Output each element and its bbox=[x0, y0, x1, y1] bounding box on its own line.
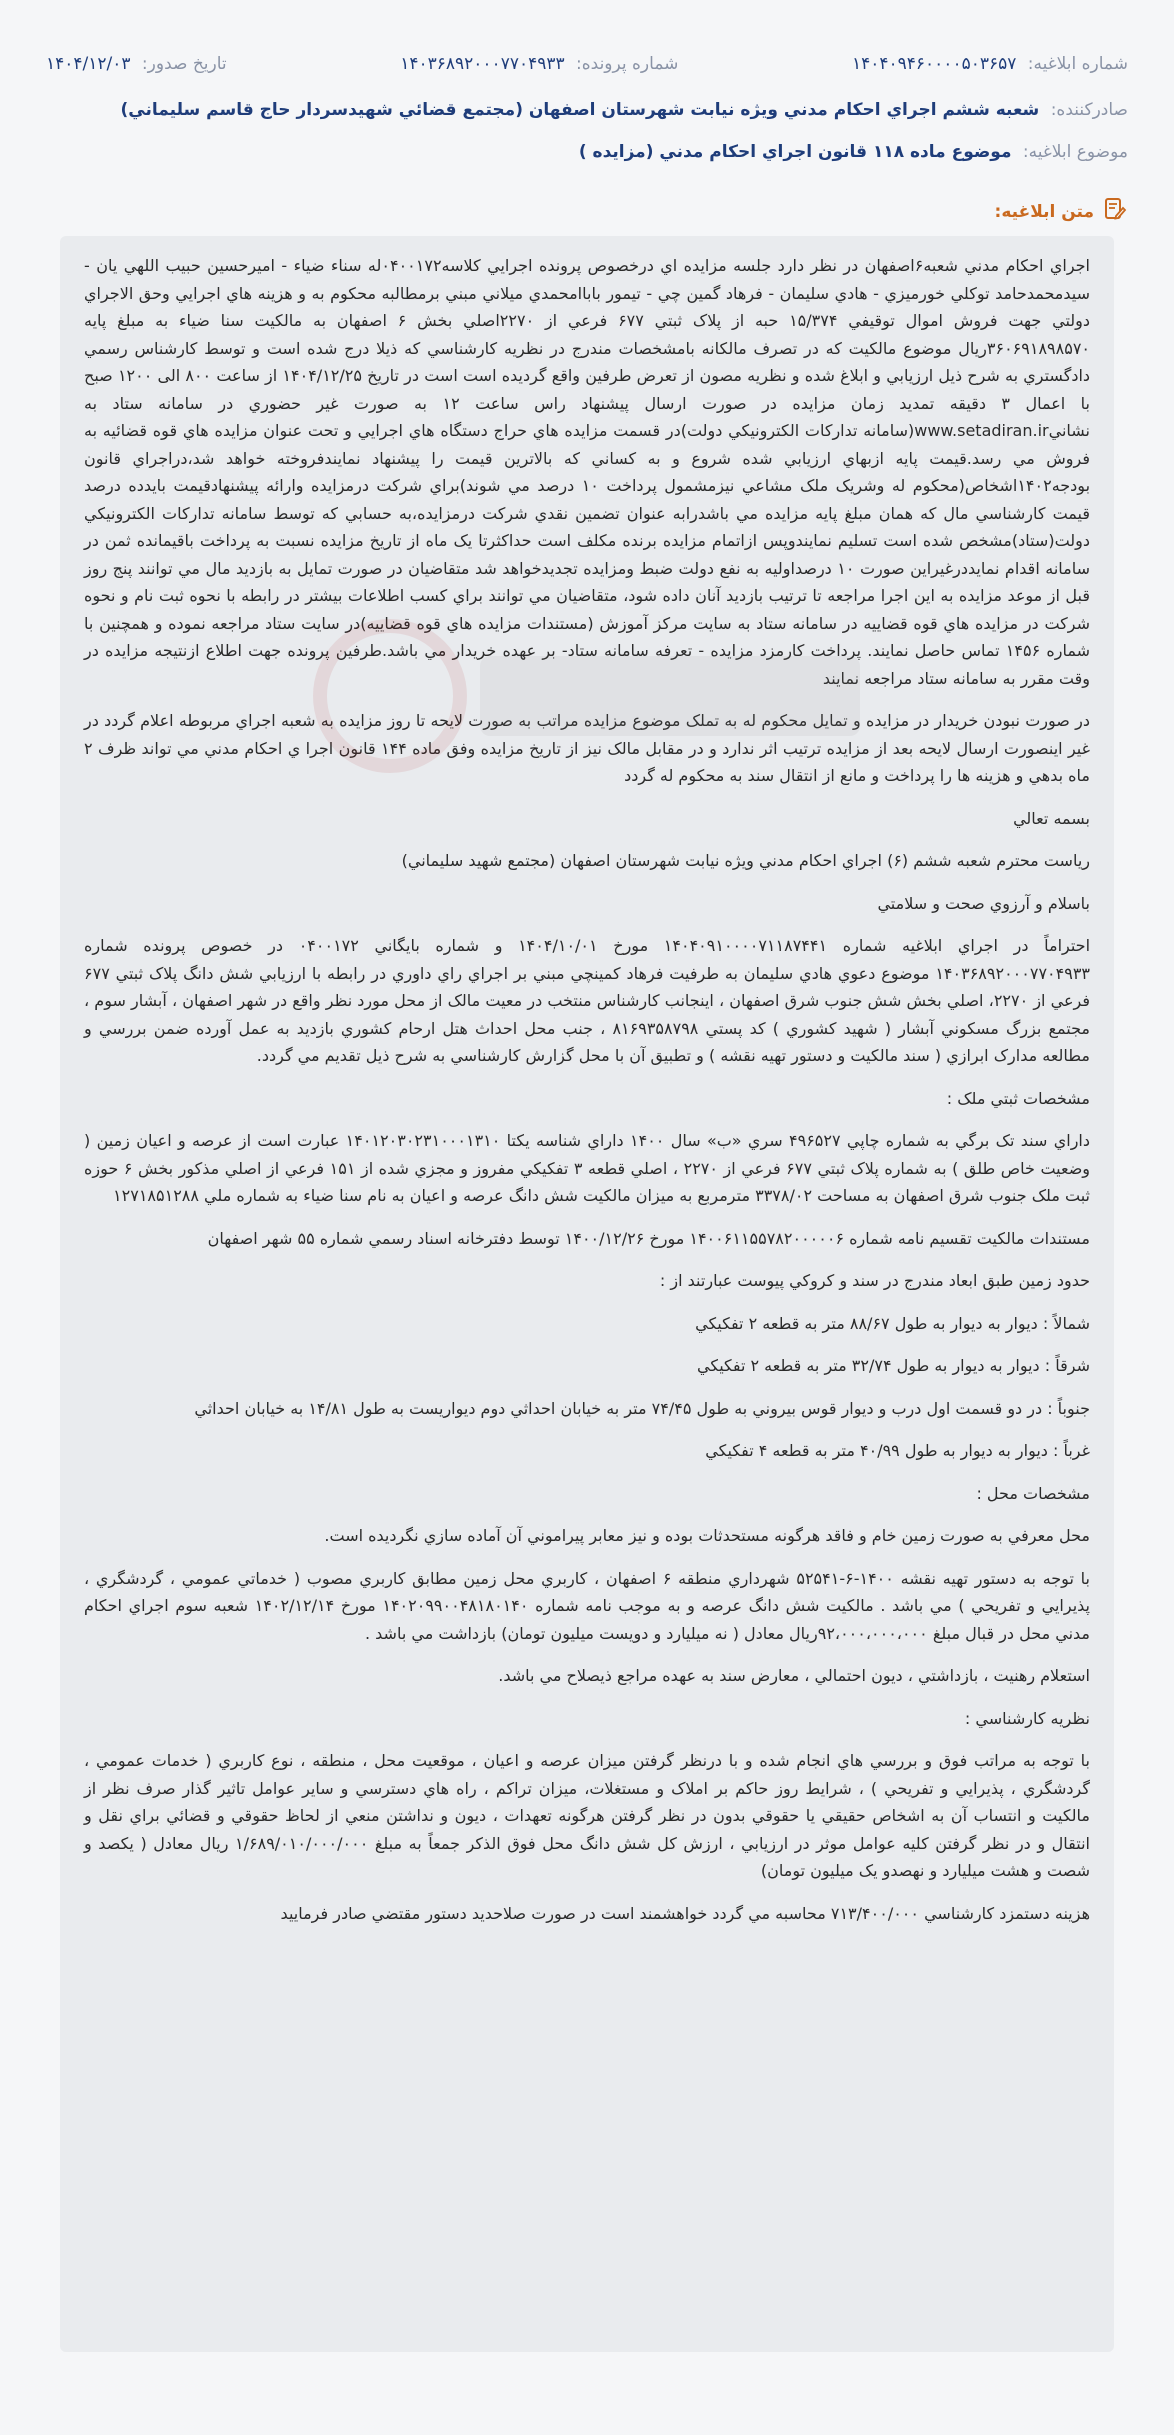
issuer-row bbox=[46, 100, 1128, 120]
body-paragraph: غرباً : ديوار به ديوار به طول ۴۰/۹۹ متر به قطعه ۴ تفکيکي bbox=[705, 1441, 1090, 1460]
body-paragraph: شمالاً : ديوار به ديوار به طول ۸۸/۶۷ متر به قطعه ۲ تفکيکي bbox=[695, 1313, 1090, 1333]
body-paragraph: مستندات مالکيت تقسيم نامه شماره ۱۴۰۰۶۱۱۵۵۷۸۲۰۰۰۰۰۶ مورخ ۱۴۰۰/۱۲/۲۶ توسط دفترخانه اسناد رسمي شماره ۵۵ شهر اصفهان bbox=[207, 1228, 1090, 1248]
body-paragraph: مشخصات محل : bbox=[976, 1483, 1090, 1503]
body-paragraph: احتراماً در اجراي ابلاغيه شماره ۱۴۰۴۰۹۱۰۰۰۰۷۱۱۸۷۴۴۱ مورخ ۱۴۰۴/۱۰/۰۱ و شماره بايگاني ۰۴۰۰۱۷۲ در خصوص پرونده شماره ۱۴۰۳۶۸۹۲۰۰۰۷۷۰۴۹۳۳ موضوع دعوي هادي سليمان به طرفيت فرهاد کمينچي مبني بر اجراي راي داوري در رابطه با ارزيابي شش دانگ پلاک ثبتي ۶۷۷ فرعي از ۲۲۷۰، اصلي بخش شش جنوب شرق اصفهان ، اينجانب کارشناس منتخب در معيت مالک از محل مورد نظر واقع در شهر اصفهان ، آبشار سوم ، مجتمع بزرگ مسکوني آبشار ( شهيد کشوري ) کد پستي ۸۱۶۹۳۵۸۷۹۸ ، جنب محل احداث هتل ارحام کشوري بازديد به عمل آورده ضمن بررسي و مطالعه مدارک ابرازي ( سند مالکيت و دستور تهيه نقشه ) و تطبيق آن با محل گزارش کارشناسي به شرح ذيل تقديم مي گردد. bbox=[84, 936, 1091, 1065]
notice-number-value: ۱۴۰۴۰۹۴۶۰۰۰۰۵۰۳۶۵۷ bbox=[852, 54, 1017, 74]
issue-date-label: تاريخ صدور: bbox=[141, 54, 227, 74]
body-paragraph: هزينه دستمزد کارشناسي ۷۱۳/۴۰۰/۰۰۰ محاسبه مي گردد خواهشمند است در صورت صلاحديد دستور مقتضي صادر فرماييد bbox=[280, 1903, 1090, 1923]
issue-date-value: ۱۴۰۴/۱۲/۰۳ bbox=[46, 54, 131, 74]
body-paragraph: محل معرفي به صورت زمين خام و فاقد هرگونه مستحدثات بوده و نيز معابر پيراموني آن آماده سازي نگرديده است. bbox=[324, 1526, 1090, 1545]
body-paragraph: حدود زمين طبق ابعاد مندرج در سند و کروکي پيوست عبارتند از : bbox=[659, 1271, 1090, 1290]
case-number-value: ۱۴۰۳۶۸۹۲۰۰۰۷۷۰۴۹۳۳ bbox=[400, 54, 565, 74]
body-paragraph: نظريه کارشناسي : bbox=[964, 1708, 1090, 1728]
body-paragraph: با توجه به مراتب فوق و بررسي هاي انجام شده و با درنظر گرفتن ميزان عرصه و اعيان ، موقعيت محل ، منطقه ، نوع کاربري ( خدمات عمومي ، گردشگري ، پذيرايي و تفريحي ) ، شرايط روز حاکم بر املاک و مستغلات، ميزان تراکم ، راه هاي دسترسي و ساير عوامل تاثير گذار صرف نظر از مالکيت و انتساب آن به اشخاص حقيقي يا حقوقي بدون در نظر گرفتن هرگونه تعهدات ، ديون و نداشتن منعي از لحاظ حقوقي و قضائي براي نقل و انتقال و در نظر گرفتن کليه عوامل موثر در ارزيابي ، ارزش کل شش دانگ محل فوق الذکر جمعاً به مبلغ ۱/۶۸۹/۰۱۰/۰۰۰/۰۰۰ ريال معادل ( يکصد و شصت و هشت ميليارد و نهصدو يک ميليون تومان) bbox=[84, 1751, 1091, 1880]
notice-body bbox=[60, 236, 1114, 2352]
notice-meta-row bbox=[46, 54, 1128, 74]
issuer-value: شعبه ششم اجراي احکام مدني ويژه نيابت شهرستان اصفهان (مجتمع قضائي شهيدسردار حاج قاسم سليماني) bbox=[120, 100, 1040, 120]
case-number bbox=[400, 54, 678, 74]
body-paragraph: رياست محترم شعبه ششم (۶) اجراي احکام مدني ويژه نيابت شهرستان اصفهان (مجتمع شهيد سليماني) bbox=[401, 851, 1090, 870]
notice-number-label: شماره ابلاغيه: bbox=[1027, 54, 1128, 74]
notice-number bbox=[852, 54, 1128, 74]
subject-label: موضوع ابلاغيه: bbox=[1022, 142, 1128, 162]
body-paragraph: بسمه تعالي bbox=[1013, 808, 1090, 828]
body-paragraph: اجراي احکام مدني شعبه۶اصفهان در نظر دارد جلسه مزايده اي درخصوص پرونده اجرايي کلاسه۰۴۰۰۱۷۲له سناء ضياء - اميرحسين حبيب اللهي يان - سيدمحمدحامد توکلي خورميزي - هادي سليمان - فرهاد گمين چي - تيمور باباامحمدي ميلاني مبني برمطالبه محکوم به و هزينه هاي اجرايي وحق الاجراي دولتي جهت فروش اموال توقيفي ۱۵/۳۷۴ حبه از پلاک ثبتي ۶۷۷ فرعي از ۲۲۷۰اصلي بخش ۶ اصفهان به مالکيت سنا ضياء به مبلغ پايه ۳۶۰۶۹۱۸۹۸۵۷۰ريال موضوع مالکيت که در تصرف مالکانه بامشخصات مندرج در نظريه کارشناسي که ذيلا درج شده است و توسط کارشناس رسمي دادگستري به شرح ذيل ارزيابي و ابلاغ شده و نظريه مصون از تعرض طرفين واقع گرديده است است در تاريخ ۱۴۰۴/۱۲/۲۵ از ساعت ۸۰۰ الی ۱۲۰۰ صبح با اعمال ۳ دقيقه تمديد زمان مزايده در صورت ارسال پيشنهاد راس ساعت ۱۲ به صورت غير حضوري در سامانه ستاد به نشانيwww.setadiran.ir(سامانه تدارکات الکترونيکي دولت)در قسمت مزايده هاي حراج دستگاه هاي اجرايي و تحت عنوان مزايده هاي قوه قضائيه به فروش مي رسد.قيمت پايه ازبهاي ارزيابي شده شروع و به کساني که بالاترين قيمت را پيشنهاد نمايندفروخته خواهد شد،دراجراي قانون بودجه۱۴۰۲اشخاص(محکوم له وشريک ملک مشاعي نيزمشمول پرداخت ۱۰ درصد مي شوند)براي شرکت درمزايده وارائه پيشنهادقيمت بايدده درصد قيمت کارشناسي مال که همان مبلغ پايه مزايده مي باشدرابه عنوان تضمين نقدي شرکت درمزايده،به حسابي که توسط سامانه تدارکات الکترونيکي دولت(ستاد)مشخص شده است تسليم نمايندوپس ازاتمام مزايده برنده مکلف است حداکثرتا يک ماه از تاريخ مزايده نسبت به پرداخت باقيمانده ثمن در سامانه اقدام نمايددرغيراين صورت ۱۰ درصداوليه به نفع دولت ضبط ومزايده تجديدخواهد شد متقاضيان در صورت تمايل به بازديد مال مي توانند پنج روز قبل از موعد مزايده به اين اجرا مراجعه تا ترتيب بازديد آنان داده شود، متقاضيان مي توانند براي کسب اطلاعات بيشتر در رابطه با نحوه ثبت نام و نحوه شرکت در مزايده هاي قوه قضاييه در سامانه ستاد به سايت مرکز آموزش (مستندات مزايده هاي قوه قضاييه)در سايت ستاد مراجعه نموده و همچنين با شماره ۱۴۵۶ تماس حاصل نمايند. پرداخت کارمزد مزايده - تعرفه سامانه ستاد- بر عهده خريدار مي باشد.طرفين پرونده جهت اطلاع ازنتيجه مزايده در وقت مقرر به سامانه ستاد مراجعه نمايند bbox=[84, 256, 1091, 688]
document-pen-icon bbox=[1102, 196, 1128, 227]
body-paragraph: شرقاً : ديوار به ديوار به طول ۳۲/۷۴ متر به قطعه ۲ تفکيکي bbox=[697, 1356, 1090, 1375]
subject-value: موضوع ماده ۱۱۸ قانون اجراي احکام مدني (مزايده ) bbox=[578, 142, 1012, 162]
body-paragraph: در صورت نبودن خريدار در مزايده و تمايل محکوم له به تملک موضوع مزايده مراتب به صورت لايحه تا روز مزايده به شعبه اجراي مربوطه اعلام گردد در غير اينصورت ارسال لايحه بعد از مزايده ترتيب اثر ندارد و در مقابل مالک نيز از تاريخ مزايده وفق ماده ۱۴۴ قانون اجرا ي احکام مدني مي تواند ظرف ۲ ماه بدهي و هزينه ها را پرداخت و مانع از انتقال سند به محکوم له گردد bbox=[84, 711, 1090, 785]
body-paragraph: داراي سند تک برگي به شماره چاپي ۴۹۶۵۲۷ سري «ب» سال ۱۴۰۰ داراي شناسه يکتا ۱۴۰۱۲۰۳۰۲۳۱۰۰۰۱۳۱۰ عبارت است از عرصه و اعيان زمين ( وضعيت خاص طلق ) به شماره پلاک ثبتي ۶۷۷ فرعي از ۲۲۷۰ ، اصلي قطعه ۳ تفکيکي مفروز و مجزي شده از ۱۵۱ فرعي از اصلي مذکور بخش ۶ حوزه ثبت ملک جنوب شرق اصفهان به مساحت ۳۳۷۸/۰۲ مترمربع به ميزان مالکيت شش دانگ عرصه و اعيان به نام سنا ضياء به شماره ملي ۱۲۷۱۸۵۱۲۸۸ bbox=[84, 1131, 1091, 1205]
body-paragraph: استعلام رهنيت ، بازداشتي ، ديون احتمالي ، معارض سند به عهده مراجع ذيصلاح مي باشد. bbox=[498, 1666, 1090, 1685]
body-paragraph: باسلام و آرزوي صحت و سلامتي bbox=[877, 893, 1090, 913]
body-paragraph: مشخصات ثبتي ملک : bbox=[946, 1088, 1090, 1108]
issue-date bbox=[46, 54, 227, 74]
subject-row bbox=[46, 142, 1128, 162]
case-number-label: شماره پرونده: bbox=[576, 54, 679, 74]
body-paragraph: با توجه به دستور تهيه نقشه ۱۴۰۰-۶-۵۲۵۴۱ شهرداري منطقه ۶ اصفهان ، کاربري محل زمين مطابق کاربري مصوب ( خدماتي عمومي ، گردشگري ، پذيرايي و تفريحي ) مي باشد . مالکيت شش دانگ عرصه و به موجب نامه شماره ۱۴۰۲۰۹۹۰۰۴۸۱۸۰۱۴۰ مورخ ۱۴۰۲/۱۲/۱۴ شعبه سوم اجراي احکام مدني محل در قبال مبلغ ۹۲،۰۰۰،۰۰۰،۰۰۰ريال معادل ( نه ميليارد و دويست ميليون تومان) بازداشت مي باشد . bbox=[84, 1568, 1091, 1643]
notice-text-title: متن ابلاغيه: bbox=[994, 201, 1094, 222]
issuer-label: صادرکننده: bbox=[1050, 100, 1128, 120]
body-paragraph: جنوباً : در دو قسمت اول درب و ديوار قوس بيروني به طول ۷۴/۴۵ متر به خيابان احداثي دوم ديواريست به طول ۱۴/۸۱ به خيابان احداثي bbox=[194, 1398, 1090, 1418]
notice-text-heading bbox=[995, 196, 1128, 227]
